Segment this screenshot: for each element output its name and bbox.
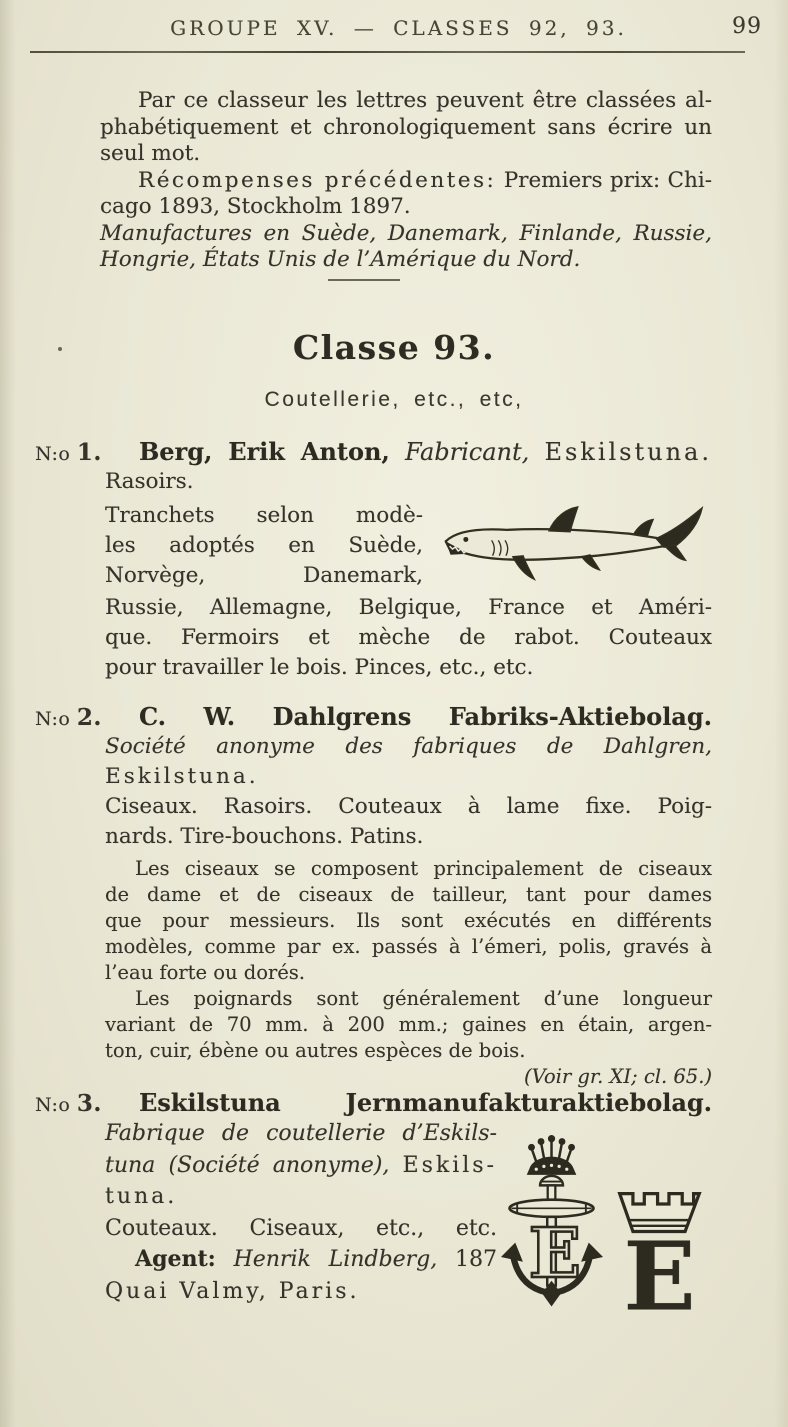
shark-illustration	[433, 505, 711, 593]
manufacturer-role: Fabricant,	[404, 438, 530, 466]
entry-title: C. W. Dahlgrens Fabriks-Aktiebolag.	[139, 702, 712, 731]
entry-number-label: N:o	[35, 1094, 71, 1116]
page-number: 99	[732, 14, 762, 39]
products-line: Rasoirs.	[105, 469, 194, 494]
entry-title	[105, 437, 712, 467]
manufacturer-city: Eskilstuna.	[544, 438, 712, 466]
company-city: Eskilstuna.	[105, 764, 259, 789]
manufactures-line: Hongrie, États Unis de l’Amérique du Nord.	[100, 247, 581, 272]
entry-number	[35, 438, 102, 469]
description-line: que pour messieurs. Ils sont exécutés en différents	[105, 909, 712, 932]
narrow-text-column	[105, 501, 423, 591]
awards-label: Récompenses précédentes:	[138, 167, 497, 193]
intro-section	[100, 88, 712, 274]
body-line: que. Fermoirs et mèche de rabot. Couteaux	[105, 625, 712, 650]
products-line: Ciseaux. Rasoirs. Couteaux à lame fixe. Poig-	[105, 794, 712, 819]
body-line: pour travailler le bois. Pinces, etc., etc.	[105, 655, 534, 680]
entry-number-label: N:o	[35, 443, 71, 465]
body-line: Russie, Allemagne, Belgique, France et Améri-	[105, 595, 712, 620]
entry-title: Eskilstuna Jernmanufakturaktiebolag.	[139, 1088, 712, 1117]
agent-address: Quai Valmy, Paris.	[105, 1278, 360, 1304]
intro-line: Par ce classeur les lettres peuvent être classées al-	[138, 88, 712, 113]
catalog-entry-3	[35, 1088, 712, 1358]
company-subtitle-line	[105, 1150, 497, 1182]
catalog-entry-1	[35, 437, 712, 683]
classe-subheading: Coutellerie, etc., etc,	[264, 388, 524, 411]
agent-number: 187	[455, 1247, 498, 1272]
classe-heading: Classe 93.	[292, 328, 496, 367]
company-city-part: Eskils-	[402, 1152, 497, 1178]
company-city-part: tuna.	[105, 1184, 178, 1209]
description-line: de dame et de ciseaux de tailleur, tant pour dames	[105, 883, 712, 906]
body-line: Tranchets selon modè-	[105, 503, 423, 528]
awards-line: cago 1893, Stockholm 1897.	[100, 194, 411, 219]
header-rule	[30, 51, 745, 53]
manufactures-line: Manufactures en Suède, Danemark, Finlande, Russie,	[100, 220, 712, 246]
company-logo	[497, 1118, 712, 1358]
intro-line: phabétiquement et chronologiquement sans écrire un	[100, 114, 712, 140]
royal-crown-icon	[527, 1135, 577, 1175]
description-line: Les poignards sont généralement d’une longueur	[135, 987, 712, 1010]
anchor-crown-monogram-logo	[497, 1132, 607, 1318]
agent-line	[105, 1244, 497, 1276]
entry-number-value: 3.	[76, 1090, 102, 1117]
products-line: Couteaux. Ciseaux, etc., etc.	[105, 1215, 497, 1241]
body-line: Norvège, Danemark,	[105, 563, 423, 588]
shark-icon	[446, 507, 702, 580]
awards-rest: Premiers prix: Chi-	[503, 167, 712, 193]
entry-number-value: 2.	[76, 704, 102, 731]
entry-number-value: 1.	[76, 439, 102, 466]
monogram-letter: E	[623, 1221, 696, 1314]
cross-reference: (Voir gr. XI; cl. 65.)	[524, 1065, 712, 1088]
description-line: l’eau forte ou dorés.	[105, 961, 305, 984]
body-line: les adoptés en Suède,	[105, 533, 423, 558]
catalog-entry-2	[35, 702, 712, 1090]
subtitle-italic-part: tuna (Société anonyme),	[105, 1152, 390, 1178]
company-subtitle-line: Fabrique de coutellerie d’Eskils-	[105, 1121, 497, 1146]
description-paragraphs	[105, 856, 712, 1090]
section-divider	[328, 279, 400, 281]
entry-number	[35, 1089, 102, 1120]
description-line: ton, cuir, ébène ou autres espèces de bois.	[105, 1039, 526, 1062]
intro-line: seul mot.	[100, 141, 201, 166]
left-text-column	[105, 1118, 497, 1307]
description-line: modèles, comme par ex. passés à l’émeri, polis, gravés à	[105, 935, 712, 958]
page-header	[35, 16, 762, 46]
text-with-illustration	[105, 501, 712, 593]
monogram-letter: E	[528, 1213, 581, 1294]
entry-number-label: N:o	[35, 708, 71, 730]
text-with-logo	[105, 1118, 712, 1358]
description-line: Les ciseaux se composent principalement de ciseaux	[135, 857, 712, 880]
agent-name: Henrik Lindberg,	[233, 1247, 438, 1272]
entry-number	[35, 703, 102, 734]
company-subtitle: Société anonyme des fabriques de Dahlgren,	[105, 734, 712, 759]
agent-label: Agent:	[135, 1246, 216, 1272]
running-title: GROUPE XV. — CLASSES 92, 93.	[170, 16, 627, 40]
products-line: nards. Tire-bouchons. Patins.	[105, 824, 424, 849]
mural-crown-monogram-logo	[613, 1186, 705, 1314]
description-line: variant de 70 mm. à 200 mm.; gaines en étain, argen-	[105, 1013, 712, 1036]
awards-line	[100, 168, 712, 195]
manufacturer-name: Berg, Erik Anton,	[139, 437, 390, 466]
